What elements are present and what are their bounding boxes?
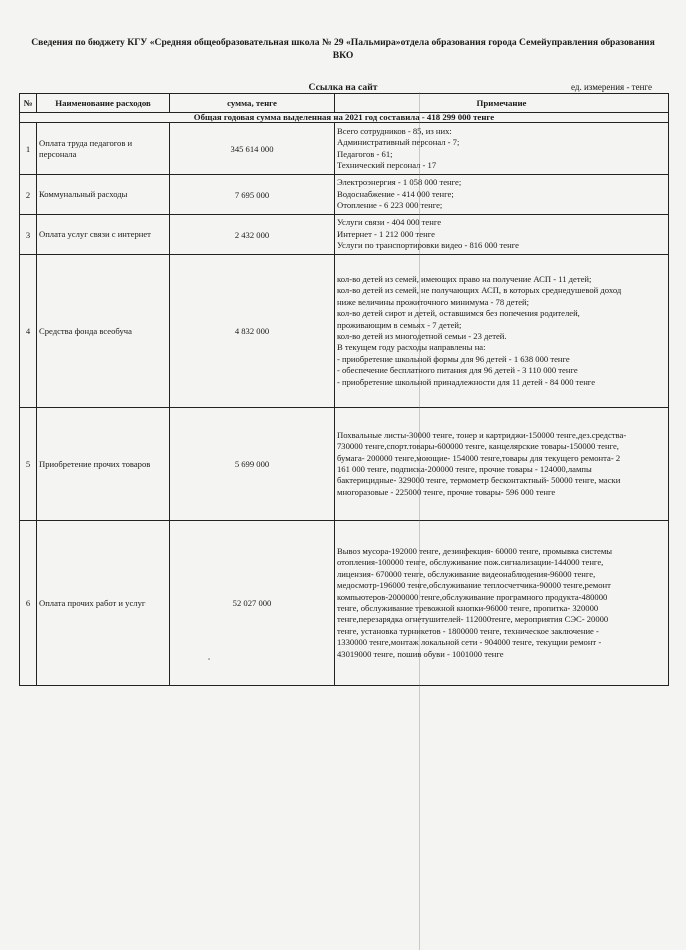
note-line: тенге, установка турникетов - 1800000 тенге, техническое заключение - [337, 625, 599, 636]
budget-table [19, 93, 669, 686]
note-line: тенге, обслуживание тревожной кнопки-96000 тенге, пропитка- 320000 [337, 603, 599, 613]
note-line: бактерицидные- 329000 тенге, термометр бесконтактный- 50000 тенге, маски [337, 475, 621, 486]
expense-amount: 5 699 000 [170, 408, 335, 521]
row-number: 3 [20, 215, 37, 255]
expense-amount: 4 832 000 [170, 255, 335, 408]
note-line: Интернет - 1 212 000 тенге [337, 228, 435, 239]
note-line: В текущем году расходы направлены на: [337, 342, 486, 353]
note-line: Отопление - 6 223 000 тенге; [337, 200, 443, 211]
note-line: - приобретение школьной формы для 96 детей - 1 638 000 тенге [337, 353, 570, 364]
note-line: отопления-100000 тенге, обслуживание пож.сигнализации-144000 тенге, [337, 557, 604, 568]
total-row [20, 113, 669, 123]
website-link-label[interactable]: Ссылка на сайт [308, 82, 378, 93]
note-line: многоразовые - 225000 тенге, прочие товары- 596 000 тенге [337, 486, 556, 497]
table-row [20, 521, 669, 686]
expense-amount: 345 614 000 [170, 123, 335, 175]
expense-name: Оплата услуг связи с интернет [37, 215, 170, 255]
column-header-notes: Примечание [335, 94, 669, 113]
note-line: Водоснабжение - 414 000 тенге; [337, 188, 454, 199]
expense-notes [335, 175, 669, 215]
table-row [20, 215, 669, 255]
note-line: ниже величины прожиточного минимума - 78 детей; [337, 296, 530, 307]
table-row [20, 175, 669, 215]
expense-notes [335, 215, 669, 255]
note-line: проживающим в семьях - 7 детей; [337, 319, 462, 330]
expense-amount: 52 027 000 [170, 521, 335, 686]
column-header-amount: сумма, тенге [170, 94, 335, 113]
expense-name: Коммунальный расходы [37, 175, 170, 215]
note-line: Электроэнергия - 1 058 000 тенге; [337, 177, 462, 188]
scan-speck: ᵃ [208, 656, 210, 664]
expense-notes [335, 123, 669, 175]
note-line: Услуги связи - 404 000 тенге [337, 217, 442, 228]
expense-name: Оплата труда педагогов и персонала [37, 123, 170, 175]
note-line: Административный персонал - 7; [337, 137, 460, 148]
expense-amount: 7 695 000 [170, 175, 335, 215]
note-line: - обеспечение бесплатного питания для 96 детей - 3 110 000 тенге [337, 365, 578, 376]
note-line: компьютеров-2000000 тенге,обслуживание програмного продукта-480000 [337, 591, 608, 602]
row-number: 4 [20, 255, 37, 408]
note-line: 43019000 тенге, пошив обуви - 1001000 тенге [337, 648, 504, 659]
note-line: Похвальные листы-30000 тенге, тонер и картриджи-150000 тенге,дез.средства- [337, 429, 627, 440]
note-line: 1330000 тенге,монтаж локальной сети - 904000 тенге, текущии ремонт - [337, 637, 602, 648]
expense-name: Средства фонда всеобуча [37, 255, 170, 408]
note-line: - приобретение школьной принадлежности для 11 детей - 84 000 тенге [337, 376, 596, 387]
note-line: кол-во детей из семей, не получающих АСП, в которых среднедушевой доход [337, 285, 622, 296]
table-row [20, 255, 669, 408]
note-line: 730000 тенге,спорт.товары-600000 тенге, канцелярские товары-150000 тенге, [337, 441, 619, 452]
units-label: ед. измерения - тенге [571, 82, 652, 92]
row-number: 6 [20, 521, 37, 686]
note-line: медосмотр-196000 тенге,обслуживание теплосчетчика-90000 тенге,ремонт [337, 580, 611, 591]
expense-amount: 2 432 000 [170, 215, 335, 255]
note-line: Всего сотрудников - 85, из них: [337, 125, 452, 136]
expense-notes [335, 408, 669, 521]
document-title: Сведения по бюджету КГУ «Средняя общеобразовательная школа № 29 «Пальмира»отдела образования города Семейуправления образования ВКО [31, 37, 655, 61]
paper-fold-line [419, 92, 420, 950]
column-header-number: № [20, 94, 37, 113]
note-line: тенге,перезарядка огнетушителей- 112000тенге, мероприятия СЭС- 20000 [337, 614, 609, 625]
note-line: Педагогов - 61; [337, 148, 393, 159]
note-line: 161 000 тенге, подписка-200000 тенге, прочие товары - 124000,лампы [337, 464, 592, 474]
note-line: кол-во детей сирот и детей, оставшимся без попечения родителей, [337, 308, 580, 319]
note-line: Технический персонал - 17 [337, 159, 437, 170]
table-row [20, 123, 669, 175]
total-sum-text: Общая годовая сумма выделенная на 2021 год составила - 418 299 000 тенге [20, 113, 669, 123]
table-row [20, 408, 669, 521]
expense-notes [335, 521, 669, 686]
note-line: бумага- 200000 тенге,моющие- 154000 тенге,товары для текущего ремонта- 2 [337, 452, 621, 463]
column-header-expense-name: Наименование расходов [37, 94, 170, 113]
expense-name: Оплата прочих работ и услуг [37, 521, 170, 686]
note-line: лицензия- 670000 тенге, обслуживание видеонаблюдения-96000 тенге, [337, 568, 596, 579]
row-number: 5 [20, 408, 37, 521]
row-number: 1 [20, 123, 37, 175]
expense-notes [335, 255, 669, 408]
expense-name: Приобретение прочих товаров [37, 408, 170, 521]
row-number: 2 [20, 175, 37, 215]
note-line: кол-во детей из многодетной семьи - 23 детей. [337, 331, 507, 341]
note-line: Вывоз мусора-192000 тенге, дезинфекция- 60000 тенге, промывка системы [337, 545, 613, 556]
note-line: Услуги по транспортировки видео - 816 000 тенге [337, 240, 519, 251]
note-line: кол-во детей из семей, имеющих право на получение АСП - 11 детей; [337, 273, 592, 284]
